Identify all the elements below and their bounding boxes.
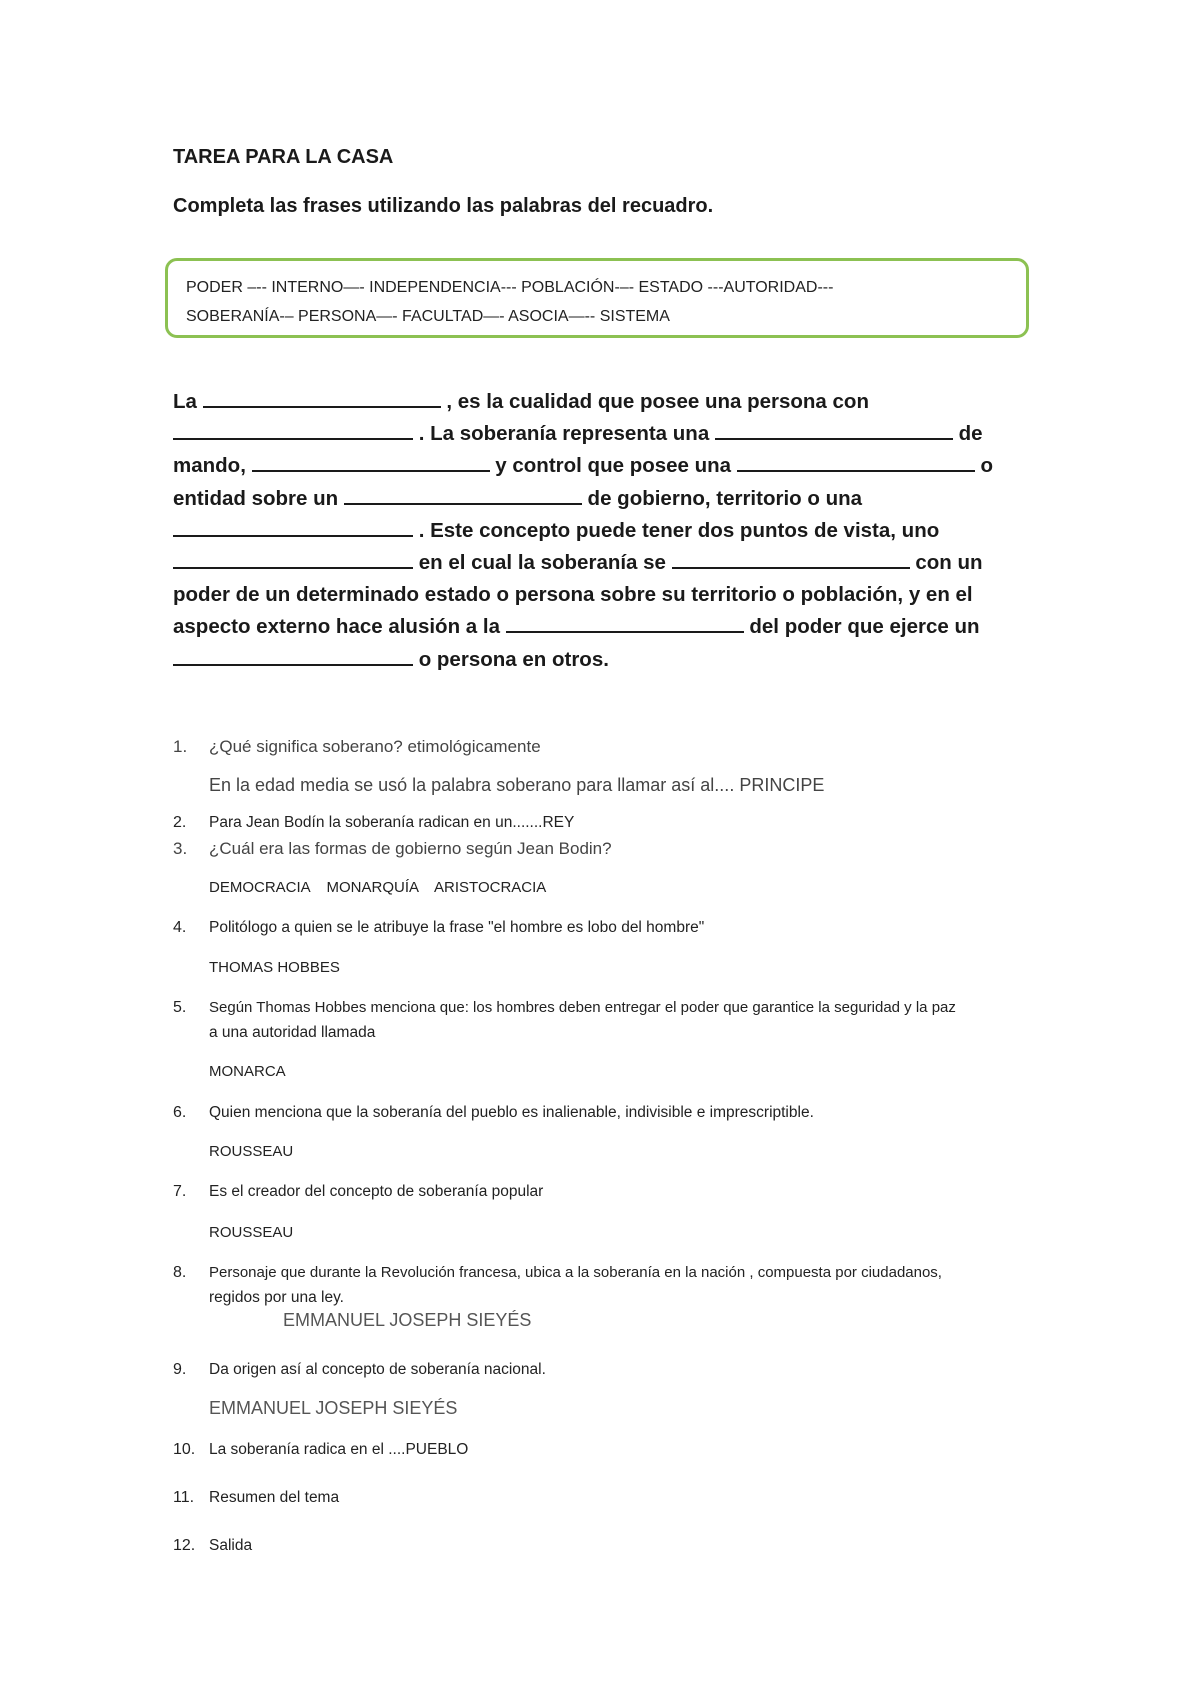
blank-field[interactable] bbox=[715, 420, 953, 440]
paragraph-line bbox=[173, 483, 1033, 515]
blank-field[interactable] bbox=[252, 452, 490, 472]
text-fragment: con un bbox=[909, 551, 983, 575]
blank-field[interactable] bbox=[173, 420, 413, 440]
question-answer: ROUSSEAU bbox=[209, 1224, 294, 1241]
instructions: Completa las frases utilizando las palabras del recuadro. bbox=[173, 195, 714, 217]
page-title: TAREA PARA LA CASA bbox=[173, 146, 394, 168]
question-text: Es el creador del concepto de soberanía popular bbox=[209, 1183, 544, 1200]
paragraph-line: poder de un determinado estado o persona sobre su territorio o población, y en el bbox=[173, 583, 973, 607]
question-number: 1. bbox=[173, 737, 188, 756]
question-answer: MONARCA bbox=[209, 1063, 286, 1080]
question-text: Salida bbox=[209, 1537, 253, 1554]
paragraph-line bbox=[173, 450, 1033, 482]
question-text: Resumen del tema bbox=[209, 1489, 340, 1506]
question-text: Quien menciona que la soberanía del pueblo es inalienable, indivisible e imprescriptible. bbox=[209, 1104, 814, 1121]
text-fragment: de bbox=[952, 422, 983, 446]
question-number: 6. bbox=[173, 1104, 187, 1121]
text-fragment: en el cual la soberanía se bbox=[413, 551, 672, 575]
question-answer: En la edad media se usó la palabra soberano para llamar así al.... PRINCIPE bbox=[209, 775, 825, 795]
blank-field[interactable] bbox=[672, 549, 910, 569]
question-text: ¿Cuál era las formas de gobierno según Jean Bodin? bbox=[209, 839, 612, 858]
paragraph-line bbox=[173, 547, 1033, 579]
word-bank-line-2: SOBERANÍA-– PERSONA—- FACULTAD—- ASOCIA—-- SISTEMA bbox=[186, 308, 670, 325]
question-answer: DEMOCRACIA MONARQUÍA ARISTOCRACIA bbox=[209, 879, 547, 896]
text-fragment: , es la cualidad que posee una persona con bbox=[440, 390, 869, 413]
word-bank-line-1: PODER –-- INTERNO—- INDEPENDENCIA--- POBLACIÓN-–- ESTADO ---AUTORIDAD--- bbox=[186, 279, 834, 296]
question-text: ¿Qué significa soberano? etimológicamente bbox=[209, 737, 541, 756]
fill-in-paragraph bbox=[173, 386, 1033, 676]
word-bank-box bbox=[165, 258, 1029, 338]
paragraph-line bbox=[173, 386, 1033, 418]
question-text-continued: a una autoridad llamada bbox=[209, 1024, 376, 1041]
question-text: La soberanía radica en el ....PUEBLO bbox=[209, 1441, 469, 1458]
question-text: Según Thomas Hobbes menciona que: los hombres deben entregar el poder que garantice la seguridad y la paz bbox=[209, 999, 956, 1016]
question-answer: EMMANUEL JOSEPH SIEYÉS bbox=[209, 1398, 458, 1418]
paragraph-line bbox=[173, 644, 1033, 676]
question-text: Da origen así al concepto de soberanía nacional. bbox=[209, 1361, 546, 1378]
question-number: 4. bbox=[173, 919, 187, 936]
paragraph-line bbox=[173, 611, 1033, 643]
question-text: Personaje que durante la Revolución francesa, ubica a la soberanía en la nación , compuesta por ciudadanos, bbox=[209, 1264, 942, 1281]
paragraph-line bbox=[173, 515, 1033, 547]
text-fragment: o persona en otros. bbox=[413, 647, 609, 671]
paragraph-line bbox=[173, 418, 1033, 450]
question-number: 7. bbox=[173, 1183, 187, 1200]
text-fragment: mando, bbox=[173, 454, 252, 478]
question-number: 2. bbox=[173, 814, 187, 831]
question-number: 10. bbox=[173, 1441, 196, 1458]
question-answer: EMMANUEL JOSEPH SIEYÉS bbox=[283, 1310, 532, 1330]
blank-field[interactable] bbox=[203, 388, 441, 408]
text-fragment: del poder que ejerce un bbox=[743, 615, 980, 639]
text-fragment: aspecto externo hace alusión a la bbox=[173, 615, 506, 639]
question-number: 9. bbox=[173, 1361, 187, 1378]
text-fragment: La bbox=[173, 390, 203, 413]
text-fragment: de gobierno, territorio o una bbox=[581, 486, 863, 510]
blank-field[interactable] bbox=[506, 613, 744, 633]
question-number: 5. bbox=[173, 999, 187, 1016]
text-fragment: entidad sobre un bbox=[173, 486, 344, 510]
question-number: 12. bbox=[173, 1537, 196, 1554]
text-fragment: . Este concepto puede tener dos puntos de vista, uno bbox=[413, 518, 940, 542]
text-fragment: o bbox=[974, 454, 993, 478]
text-fragment: y control que posee una bbox=[489, 454, 737, 478]
blank-field[interactable] bbox=[737, 452, 975, 472]
question-text-continued: regidos por una ley. bbox=[209, 1289, 344, 1306]
question-answer: ROUSSEAU bbox=[209, 1143, 294, 1160]
blank-field[interactable] bbox=[344, 485, 582, 505]
question-text: Politólogo a quien se le atribuye la frase "el hombre es lobo del hombre" bbox=[209, 919, 705, 936]
question-number: 3. bbox=[173, 839, 188, 858]
text-fragment: . La soberanía representa una bbox=[413, 422, 715, 446]
blank-field[interactable] bbox=[173, 646, 413, 666]
question-text: Para Jean Bodín la soberanía radican en un.......REY bbox=[209, 814, 575, 831]
blank-field[interactable] bbox=[173, 549, 413, 569]
blank-field[interactable] bbox=[173, 517, 413, 537]
question-answer: THOMAS HOBBES bbox=[209, 959, 340, 976]
question-number: 11. bbox=[173, 1489, 195, 1506]
question-number: 8. bbox=[173, 1264, 187, 1281]
